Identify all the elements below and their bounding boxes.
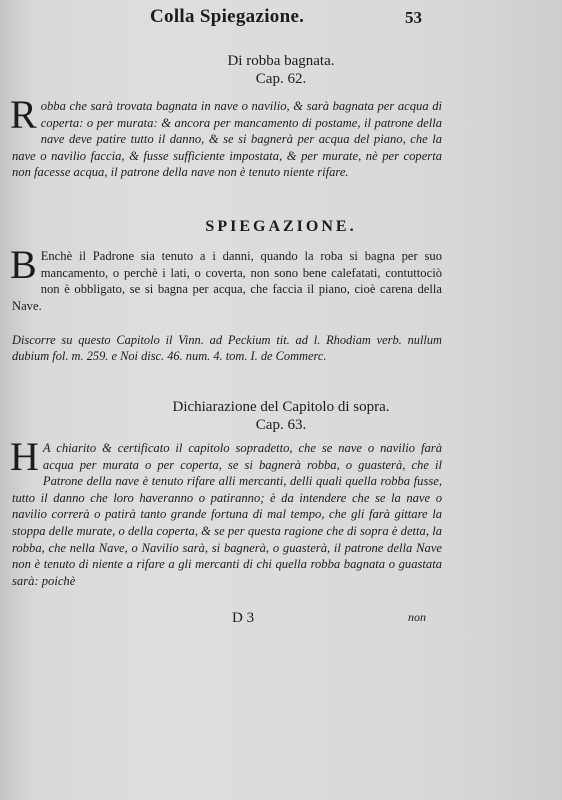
running-head: Colla Spiegazione. — [150, 6, 305, 27]
chapter-63-text: A chiarito & certificato il capitolo sopradetto, che se nave o navilio farà acqua per murata o per coperta, se si bagnerà robba, o guasterà, che il Patrone della nave è tenuto rifare alli mercanti, delli quali quella robba fusse, tutto il danno che loro haveranno o patiranno; è da intendere che se la nave o navilio correrà o patirà tanto grande fortuna di mal tempo, che gli farà gittare la stoppa delle murate, o della coperta, & se per questa ragione che di sopra è detta, la robba, che nella Nave, o Navilio sarà, si bagnerà, o guasterà, il patrone della Nave non è tenuto di niente a rifare a gli mercanti di chi quella robba bagnata o guastata sarà: poichè — [12, 441, 442, 588]
citation: Discorre su questo Capitolo il Vinn. ad Peckium tit. ad l. Rhodiam verb. nullum dubium fol. m. 259. e Noi disc. 46. num. 4. tom. I. de Commerc. — [12, 333, 442, 363]
chapter-63-heading: Dichiarazione del Capitolo di sopra. — [172, 399, 390, 415]
catchword: non — [408, 610, 426, 624]
chapter-63-paragraph — [10, 434, 442, 589]
chapter-62-heading: Di robba bagnata. — [227, 53, 335, 69]
spiegazione-text: Enchè il Padrone sia tenuto a i danni, quando la roba si bagna per suo mancamento, o perchè i lati, o coverta, non sono bene calefatati, contuttociò non è obbligato, se si bagna per acqua, che faccia il piano, cioè carena della Nave. — [12, 249, 442, 313]
chapter-63-number: Cap. 63. — [255, 417, 307, 433]
chapter-62-text: obba che sarà trovata bagnata in nave o navilio, & sarà bagnata per acqua di coperta: o per murata: & ancora per mancamento di postame, il patrone della nave deve patire tutto il danno, & se si bagnerà per acqua del piano, che la nave o navilio faccia, & fusse sufficiente impostata, & per murate, nè per coperta non facesse acqua, il patrone della nave non è tenuto niente rifare. — [12, 99, 442, 180]
page-number: 53 — [405, 8, 422, 27]
chapter-62-title — [0, 52, 562, 88]
chapter-63-title — [0, 398, 562, 434]
dropcap-r: R — [10, 92, 37, 137]
spiegazione-heading: SPIEGAZIONE. — [205, 218, 357, 235]
dropcap-h: H — [10, 434, 39, 479]
chapter-62-number: Cap. 62. — [255, 71, 307, 87]
spiegazione-paragraph — [10, 242, 442, 314]
signature-mark: D 3 — [232, 610, 255, 626]
page-header — [150, 6, 530, 36]
chapter-62-paragraph — [10, 92, 442, 181]
dropcap-b: B — [10, 242, 37, 287]
